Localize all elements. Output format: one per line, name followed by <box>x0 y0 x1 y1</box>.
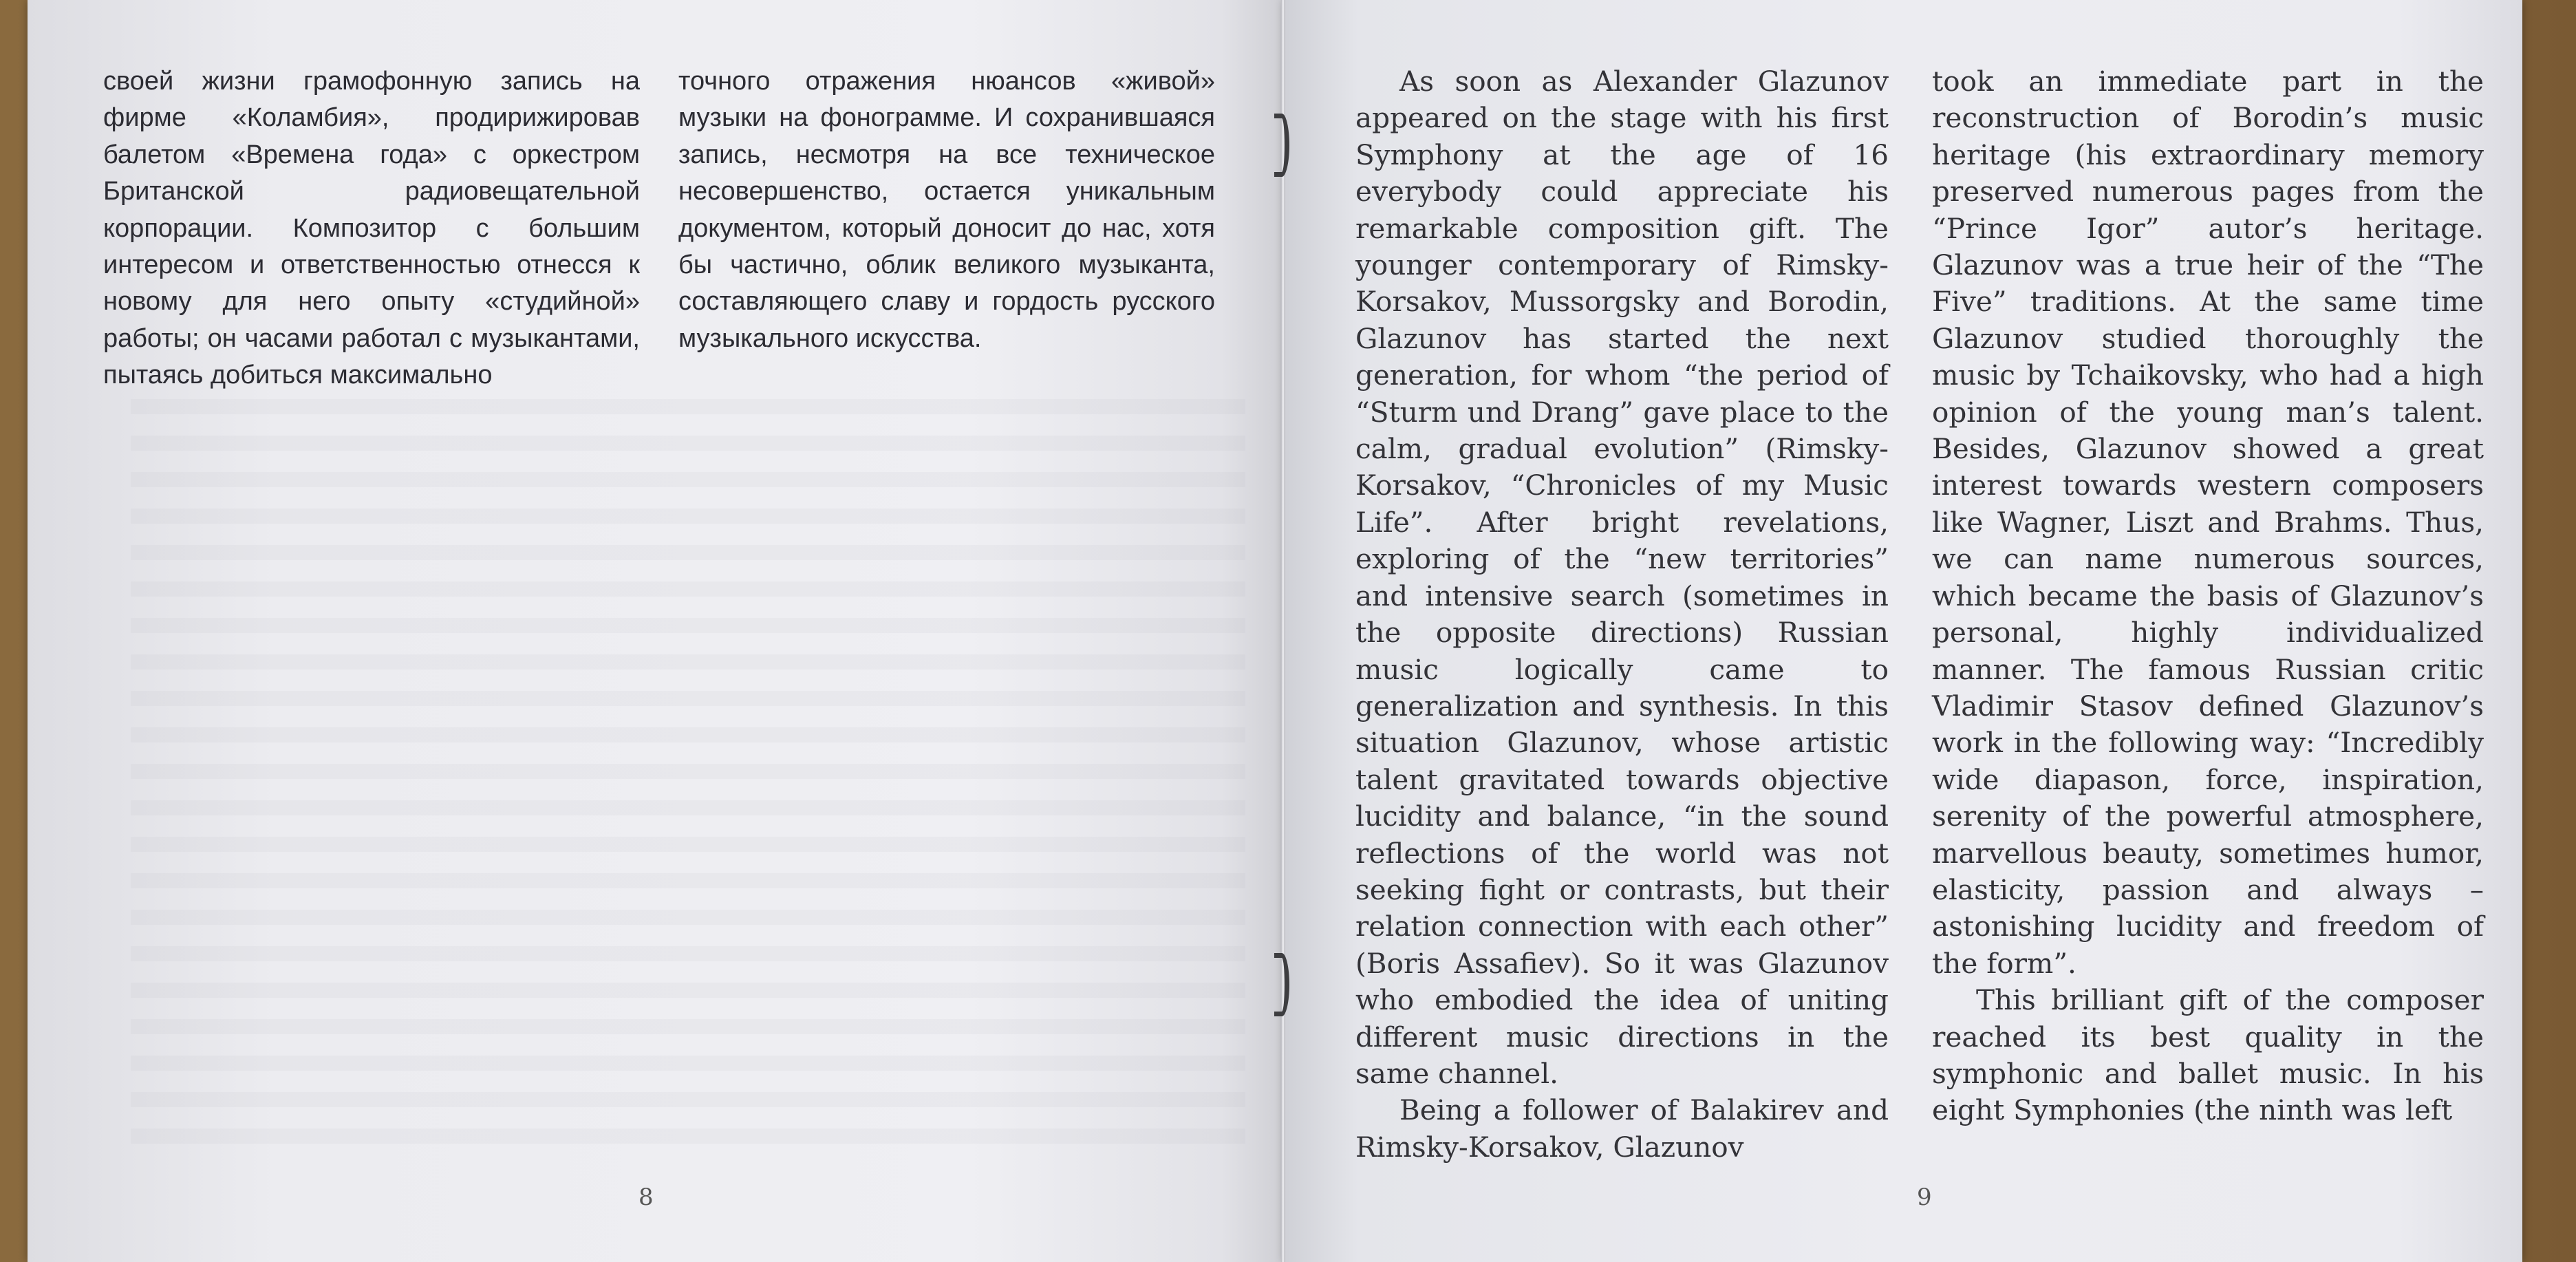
right-page-column-2 <box>1932 63 2484 1129</box>
left-page-column-2: точного отражения нюансов «живой» музыки на фонограмме. И сохранившаяся запись, несмотря на все техническое несовершенство, остается уникальным документом, который доносит до нас, хотя бы частично, облик великого музыканта, составляющего славу и гордость русского музыкального искусства. <box>678 67 1215 353</box>
left-page-column-1: своей жизни грамофонную запись на фирме «Коламбия», продирижировав балетом «Времена года» с оркестром Британской радиовещательной корпорации. Композитор с большим интересом и ответственностью отнесся к новому для него опыту «студийной» работы; он часами работал с музыкантами, пытаясь добиться максимально <box>103 67 640 390</box>
show-through-text <box>131 399 1245 1156</box>
staple-icon <box>1274 114 1289 177</box>
right-page-column-1 <box>1355 63 1889 1166</box>
staple-icon <box>1274 953 1289 1016</box>
booklet-spine <box>1281 0 1285 1262</box>
paragraph: took an immediate part in the reconstruction of Borodin’s music heritage (his extraordinary memory preserved numerous pages from the “Prince Igor” autor’s heritage. Glazunov was a true heir of the “The Five” traditions. At the same time Glazunov studied thoroughly the music by Tchaikovsky, who had a high opinion of the young man’s talent. Besides, Glazunov showed a great interest towards western composers like Wagner, Liszt and Brahms. Thus, we can name numerous sources, which became the basis of Glazunov’s personal, highly individualized manner. The famous Russian critic Vladimir Stasov defined Glazunov’s work in the following way: “Incredibly wide diapason, force, inspiration, serenity of the powerful atmosphere, marvellous beauty, sometimes humor, elasticity, passion and always – astonishing lucidity and freedom of the form”. <box>1932 65 2484 980</box>
paragraph: As soon as Alexander Glazunov appeared on the stage with his first Symphony at the age of 16 everybody could appreciate his remarkable composition gift. The younger contemporary of Rimsky-Korsakov, Mussorgsky and Borodin, Glazunov has started the next generation, for whom “the period of “Sturm und Drang” gave place to the calm, gradual evolution” (Rimsky-Korsakov, “Chronicles of my Music Life”. After bright revelations, exploring of the “new territories” and intensive search (sometimes in the opposite directions) Russian music logically came to generalization and synthesis. In this situation Glazunov, whose artistic talent gravitated towards objective lucidity and balance, “in the sound reflections of the world was not seeking fight or contrasts, but their relation connection with each other” (Boris Assafiev). So it was Glazunov who embodied the idea of uniting different music directions in the same channel. <box>1355 65 1889 1090</box>
paragraph: This brilliant gift of the composer reached its best quality in the symphonic and ballet music. In his eight Symphonies (the ninth was left <box>1932 983 2484 1127</box>
page-number-left: 8 <box>638 1184 654 1211</box>
page-number-right: 9 <box>1917 1184 1932 1211</box>
paragraph: Being a follower of Balakirev and Rimsky-Korsakov, Glazunov <box>1355 1093 1889 1164</box>
